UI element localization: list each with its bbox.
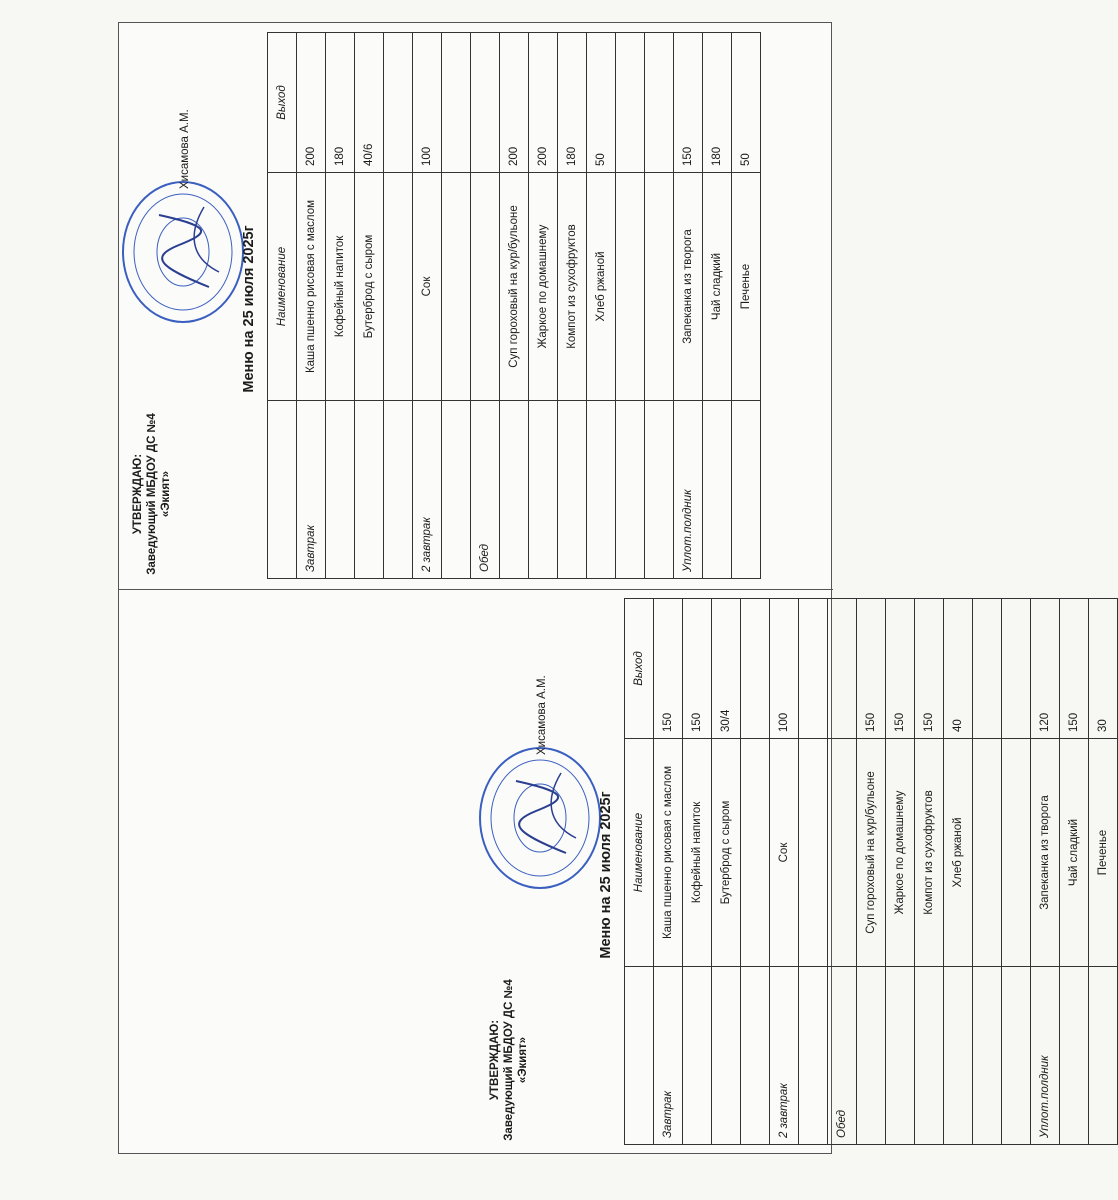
- menu-category-cell: 2 завтрак: [413, 401, 442, 579]
- menu-yield-cell: [442, 33, 471, 173]
- menu-yield-cell: 150: [654, 599, 683, 739]
- menu-title: Меню на 25 июля 2025г: [241, 225, 257, 393]
- menu-row: [973, 599, 1002, 1145]
- menu-row: [915, 599, 944, 1145]
- menu-dish-cell: Печенье: [732, 173, 761, 401]
- menu-dish-cell: [973, 739, 1002, 967]
- menu-panel-older-children: [119, 0, 752, 589]
- menu-dish-cell: [799, 739, 828, 967]
- menu-title: Меню на 25 июля 2025г: [598, 791, 614, 959]
- menu-row: [442, 33, 471, 579]
- menu-row: [654, 599, 683, 1145]
- menu-category-cell: [683, 967, 712, 1145]
- menu-category-cell: [442, 401, 471, 579]
- menu-dish-cell: Бутерброд с сыром: [712, 739, 741, 967]
- menu-category-cell: [741, 967, 770, 1145]
- menu-panel-younger-children: [476, 23, 1109, 1155]
- header-yield: Выход: [268, 33, 297, 173]
- menu-row: [712, 599, 741, 1145]
- approve-org: «Экият»: [160, 470, 172, 518]
- menu-category-cell: 2 завтрак: [770, 967, 799, 1145]
- menu-yield-cell: [828, 599, 857, 739]
- menu-yield-cell: 200: [529, 33, 558, 173]
- menu-category-cell: [1089, 967, 1118, 1145]
- menu-category-cell: [355, 401, 384, 579]
- menu-yield-cell: 200: [297, 33, 326, 173]
- menu-table-header: [625, 599, 654, 1145]
- menu-yield-cell: 50: [587, 33, 616, 173]
- menu-yield-cell: 180: [703, 33, 732, 173]
- approve-org: «Экият»: [517, 1036, 529, 1084]
- menu-row: [886, 599, 915, 1145]
- menu-row: [857, 599, 886, 1145]
- menu-row: [297, 33, 326, 579]
- menu-dish-cell: [384, 173, 413, 401]
- menu-row: [741, 599, 770, 1145]
- header-name: Наименование: [268, 173, 297, 401]
- menu-dish-cell: Жаркое по домашнему: [886, 739, 915, 967]
- menu-category-cell: [886, 967, 915, 1145]
- menu-dish-cell: [1002, 739, 1031, 967]
- menu-dish-cell: [442, 173, 471, 401]
- approval-block: [131, 409, 173, 579]
- menu-yield-cell: 30: [1089, 599, 1118, 739]
- menu-row: [1089, 599, 1118, 1145]
- menu-yield-cell: 150: [915, 599, 944, 739]
- menu-dish-cell: [828, 739, 857, 967]
- menu-category-cell: [857, 967, 886, 1145]
- header-category: [625, 967, 654, 1145]
- menu-dish-cell: Сок: [770, 739, 799, 967]
- approve-position: Заведующий МБДОУ ДС №4: [503, 979, 515, 1141]
- menu-category-cell: [712, 967, 741, 1145]
- menu-row: [326, 33, 355, 579]
- approve-label: УТВЕРЖДАЮ:: [132, 453, 144, 535]
- official-stamp-icon: [119, 177, 247, 327]
- menu-row: [799, 599, 828, 1145]
- header-yield: Выход: [625, 599, 654, 739]
- menu-dish-cell: Компот из сухофруктов: [915, 739, 944, 967]
- menu-row: [1031, 599, 1060, 1145]
- menu-dish-cell: Кофейный напиток: [326, 173, 355, 401]
- menu-yield-cell: 50: [732, 33, 761, 173]
- menu-yield-cell: 40/6: [355, 33, 384, 173]
- menu-dish-cell: Бутерброд с сыром: [355, 173, 384, 401]
- menu-row: [384, 33, 413, 579]
- menu-yield-cell: [799, 599, 828, 739]
- menu-category-cell: Уплот.полдник: [674, 401, 703, 579]
- menu-category-cell: [944, 967, 973, 1145]
- menu-yield-cell: 40: [944, 599, 973, 739]
- menu-yield-cell: 100: [413, 33, 442, 173]
- menu-yield-cell: 150: [886, 599, 915, 739]
- menu-dish-cell: Чай сладкий: [1060, 739, 1089, 967]
- menu-dish-cell: Суп гороховый на кур/бульоне: [857, 739, 886, 967]
- menu-dish-cell: Запеканка из творога: [1031, 739, 1060, 967]
- menu-row: [355, 33, 384, 579]
- menu-yield-cell: 150: [674, 33, 703, 173]
- menu-dish-cell: Жаркое по домашнему: [529, 173, 558, 401]
- menu-yield-cell: [384, 33, 413, 173]
- menu-category-cell: Уплот.полдник: [1031, 967, 1060, 1145]
- menu-dish-cell: [741, 739, 770, 967]
- menu-yield-cell: 150: [683, 599, 712, 739]
- menu-yield-cell: [1002, 599, 1031, 739]
- menu-yield-cell: 180: [558, 33, 587, 173]
- menu-dish-cell: Каша пшенно рисовая с маслом: [654, 739, 683, 967]
- menu-yield-cell: 150: [857, 599, 886, 739]
- menu-dish-cell: Хлеб ржаной: [587, 173, 616, 401]
- menu-dish-cell: Кофейный напиток: [683, 739, 712, 967]
- menu-yield-cell: [741, 599, 770, 739]
- menu-category-cell: [973, 967, 1002, 1145]
- menu-row: [770, 599, 799, 1145]
- menu-dish-cell: Суп гороховый на кур/бульоне: [500, 173, 529, 401]
- header-name: Наименование: [625, 739, 654, 967]
- approve-position: Заведующий МБДОУ ДС №4: [146, 413, 158, 575]
- header-category: [268, 401, 297, 579]
- menu-category-cell: [326, 401, 355, 579]
- menu-yield-cell: 30/4: [712, 599, 741, 739]
- menu-category-cell: [915, 967, 944, 1145]
- menu-dish-cell: Чай сладкий: [703, 173, 732, 401]
- menu-dish-cell: Каша пшенно рисовая с маслом: [297, 173, 326, 401]
- menu-dish-cell: Запеканка из творога: [674, 173, 703, 401]
- menu-yield-cell: 100: [770, 599, 799, 739]
- menu-yield-cell: 180: [326, 33, 355, 173]
- menu-category-cell: [1060, 967, 1089, 1145]
- menu-dish-cell: Печенье: [1089, 739, 1118, 967]
- menu-row: [1002, 599, 1031, 1145]
- menu-table-header: [268, 33, 297, 579]
- menu-row: [413, 33, 442, 579]
- menu-dish-cell: Компот из сухофруктов: [558, 173, 587, 401]
- menu-yield-cell: 120: [1031, 599, 1060, 739]
- menu-table: [624, 598, 1118, 1145]
- approve-label: УТВЕРЖДАЮ:: [489, 1019, 501, 1101]
- menu-category-cell: [799, 967, 828, 1145]
- menu-category-cell: Завтрак: [297, 401, 326, 579]
- menu-yield-cell: 150: [1060, 599, 1089, 739]
- menu-category-cell: Обед: [471, 401, 500, 579]
- menu-row: [828, 599, 857, 1145]
- menu-category-cell: Завтрак: [654, 967, 683, 1145]
- approval-block: [488, 975, 530, 1145]
- menu-dish-cell: Сок: [413, 173, 442, 401]
- menu-yield-cell: 200: [500, 33, 529, 173]
- menu-yield-cell: [973, 599, 1002, 739]
- signer-name: Хисамова А.М.: [536, 675, 548, 755]
- menu-category-cell: [384, 401, 413, 579]
- menu-row: [944, 599, 973, 1145]
- menu-category-cell: Обед: [828, 967, 857, 1145]
- signer-name: Хисамова А.М.: [179, 109, 191, 189]
- menu-category-cell: [1002, 967, 1031, 1145]
- menu-table-body: [625, 599, 1118, 1145]
- menu-dish-cell: Хлеб ржаной: [944, 739, 973, 967]
- menu-row: [1060, 599, 1089, 1145]
- official-stamp-icon: [476, 743, 604, 893]
- menu-sheet: [118, 22, 1109, 1154]
- menu-row: [683, 599, 712, 1145]
